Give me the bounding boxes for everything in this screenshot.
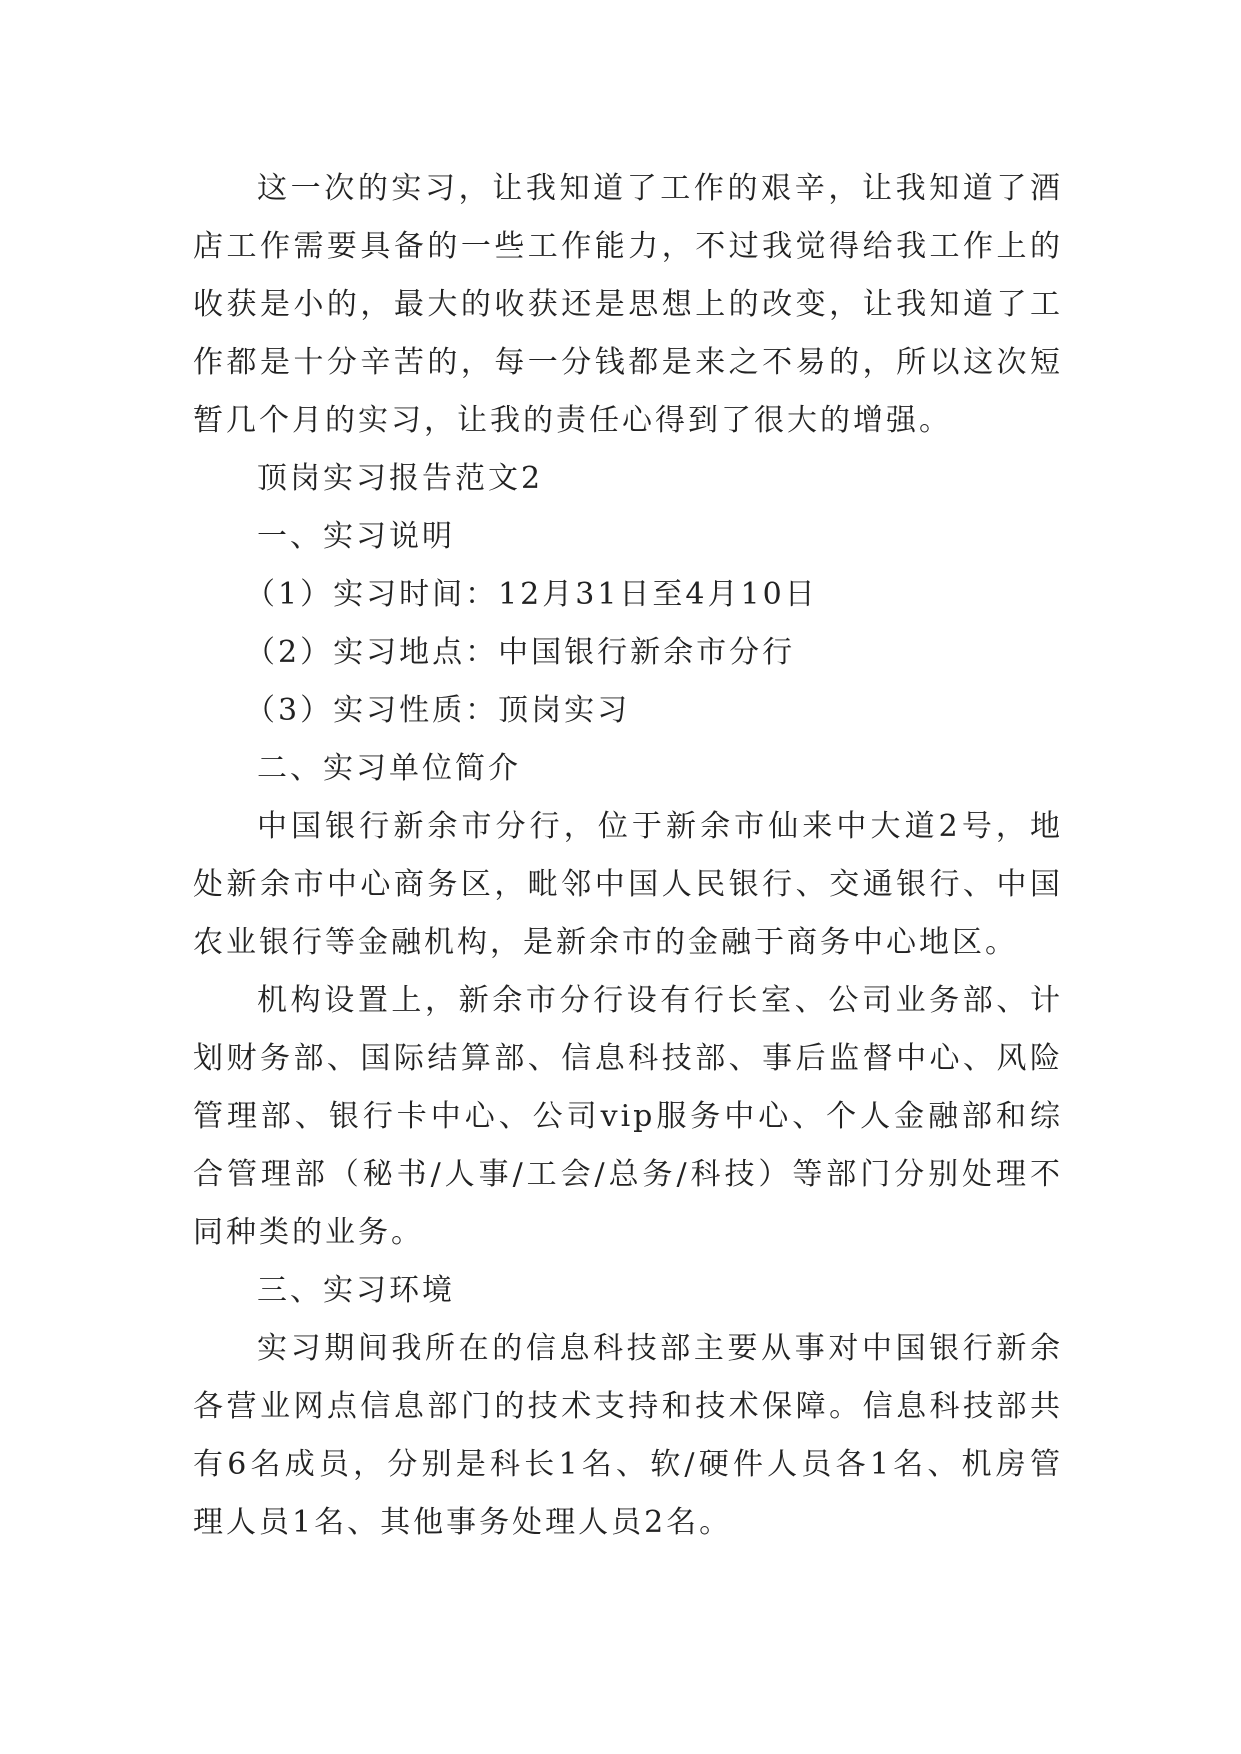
- paragraph-bank-location: 中国银行新余市分行，位于新余市仙来中大道2号，地处新余市中心商务区，毗邻中国人民银行、交通银行、中国农业银行等金融机构，是新余市的金融于商务中心地区。: [193, 809, 1063, 960]
- heading-unit-introduction: 二、实习单位简介: [257, 751, 521, 786]
- paragraph-internship-summary: 这一次的实习，让我知道了工作的艰辛，让我知道了酒店工作需要具备的一些工作能力，不过我觉得给我工作上的收获是小的，最大的收获还是思想上的改变，让我知道了工作都是十分辛苦的，每一分钱都是来之不易的，所以这次短暂几个月的实习，让我的责任心得到了很大的增强。: [193, 171, 1063, 438]
- heading-internship-description: 一、实习说明: [257, 519, 455, 554]
- paragraph-organization-structure: 机构设置上，新余市分行设有行长室、公司业务部、计划财务部、国际结算部、信息科技部、事后监督中心、风险管理部、银行卡中心、公司vip服务中心、个人金融部和综合管理部（秘书/人事/工会/总务/科技）等部门分别处理不同种类的业务。: [193, 983, 1063, 1250]
- item-internship-time: （1）实习时间：12月31日至4月10日: [245, 577, 818, 612]
- heading-internship-environment: 三、实习环境: [257, 1273, 455, 1308]
- item-internship-location: （2）实习地点：中国银行新余市分行: [245, 635, 796, 670]
- item-internship-nature: （3）实习性质：顶岗实习: [245, 693, 631, 728]
- section-title-sample-2: 顶岗实习报告范文2: [257, 461, 544, 496]
- document-body: [193, 160, 1063, 1552]
- paragraph-it-department: 实习期间我所在的信息科技部主要从事对中国银行新余各营业网点信息部门的技术支持和技术保障。信息科技部共有6名成员，分别是科长1名、软/硬件人员各1名、机房管理人员1名、其他事务处理人员2名。: [193, 1331, 1063, 1540]
